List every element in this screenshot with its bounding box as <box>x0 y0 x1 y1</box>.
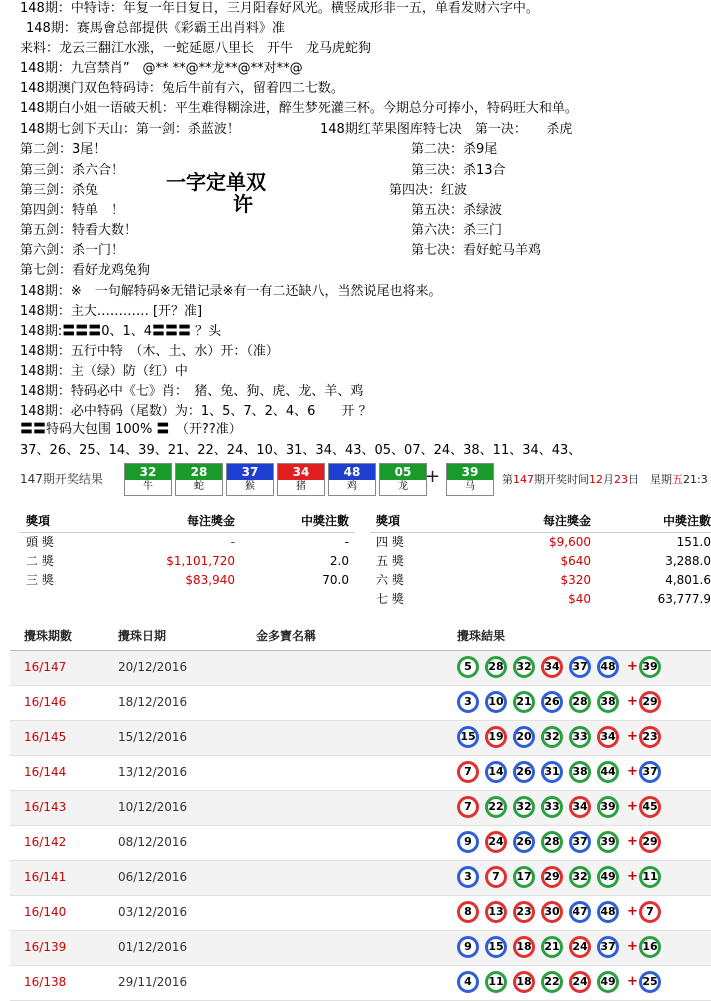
prize-row <box>20 571 355 590</box>
history-special-ball: 45 <box>639 796 661 818</box>
prize-count: 63,777.9 <box>657 592 711 606</box>
forecast-head: 148期:〓〓〓0、1、4〓〓〓 ？头 <box>20 324 222 339</box>
history-ball: 23 <box>513 901 535 923</box>
history-date: 15/12/2016 <box>118 730 188 744</box>
history-ball: 11 <box>485 971 507 993</box>
draw-time: 第147期开奖时间12月23日 星期五21:3 <box>502 473 708 486</box>
history-ball: 34 <box>569 796 591 818</box>
history-ball: 15 <box>485 936 507 958</box>
prize-amount: $1,101,720 <box>166 554 235 568</box>
result-ball <box>277 463 325 496</box>
result-ball-number: 05 <box>380 464 426 480</box>
prize-table-right: 獎項 每注獎金 中獎注數 四 獎 $9,600 151.0 五 獎 $640 3,288.0 六 獎 $320 4,801.6 七 獎 $40 63,777.9 <box>370 510 711 609</box>
history-ball: 8 <box>457 901 479 923</box>
history-ball: 14 <box>485 761 507 783</box>
history-period: 16/146 <box>24 695 67 709</box>
history-plus: + <box>627 729 638 744</box>
forecast-tail-digits: 148期：必中特码（尾数）为：1、5、7、2、4、6 开 ？ <box>20 404 372 419</box>
history-ball: 32 <box>513 656 535 678</box>
result-ball-zodiac: 鸡 <box>347 481 357 492</box>
prize-count: 70.0 <box>322 573 349 587</box>
sword-5: 第五剑：特看大数！ <box>20 223 138 238</box>
result-ball-zodiac: 龙 <box>398 481 408 492</box>
history-plus: + <box>627 694 638 709</box>
forecast-macau-poem: 148期澳门双色特码诗：兔后牛前有六，留着四二七数。 <box>20 81 344 96</box>
forecast-apple-title: 148期红苹果图库特七决 第一决： 杀虎 <box>320 122 573 137</box>
history-ball: 21 <box>513 691 535 713</box>
history-ball: 49 <box>597 866 619 888</box>
history-period: 16/140 <box>24 905 67 919</box>
history-ball: 37 <box>569 831 591 853</box>
prize-count: 4,801.6 <box>665 573 711 587</box>
prize-count: 151.0 <box>676 535 711 549</box>
result-ball-zodiac: 猴 <box>245 481 255 492</box>
history-special-ball: 39 <box>639 656 661 678</box>
prize-name: 四 獎 <box>376 535 404 549</box>
history-ball: 48 <box>597 656 619 678</box>
history-row <box>10 826 711 861</box>
history-ball: 48 <box>597 901 619 923</box>
sword-4: 第四剑：特单 ！ <box>20 203 125 218</box>
history-ball: 31 <box>541 761 563 783</box>
history-date: 01/12/2016 <box>118 940 188 954</box>
result-ball-zodiac: 马 <box>465 481 475 492</box>
prize-row <box>20 533 355 552</box>
history-ball: 18 <box>513 971 535 993</box>
result-ball-zodiac: 牛 <box>143 481 153 492</box>
history-special-ball: 37 <box>639 761 661 783</box>
history-ball: 9 <box>457 936 479 958</box>
history-plus: + <box>627 869 638 884</box>
history-row <box>10 791 711 826</box>
history-ball: 39 <box>597 831 619 853</box>
prize-row <box>370 552 711 571</box>
history-ball: 38 <box>569 761 591 783</box>
history-ball: 49 <box>597 971 619 993</box>
prize-name: 七 獎 <box>376 592 404 606</box>
history-ball: 24 <box>569 971 591 993</box>
history-ball: 39 <box>597 796 619 818</box>
prize-name: 六 獎 <box>376 573 404 587</box>
prize-amount: - <box>230 535 235 549</box>
history-row <box>10 651 711 686</box>
history-period: 16/145 <box>24 730 67 744</box>
history-special-ball: 29 <box>639 831 661 853</box>
history-plus: + <box>627 904 638 919</box>
jue-4: 第四决：红波 <box>389 183 468 198</box>
history-ball: 47 <box>569 901 591 923</box>
history-ball: 5 <box>457 656 479 678</box>
history-period: 16/138 <box>24 975 67 989</box>
history-plus: + <box>627 799 638 814</box>
forecast-poem: 148期：中特诗：年复一年日复日，三月阳春好风光。横竖成形非一五，单看发财六字中。 <box>20 1 539 16</box>
forecast-one-line: 148期：※ 一句解特码※无错记录※有一有二还缺八，当然说尾也将来。 <box>20 284 442 299</box>
last-draw-strip <box>0 460 711 496</box>
sword-7: 第七剑：看好龙鸡兔狗 <box>20 263 151 278</box>
history-ball: 10 <box>485 691 507 713</box>
result-ball-zodiac: 蛇 <box>194 481 204 492</box>
forecast-white-lady: 148期白小姐一语破天机：平生难得糊涂进，醉生梦死灌三杯。今期总分可捧小，特码旺大和单。 <box>20 101 578 116</box>
history-ball: 37 <box>597 936 619 958</box>
history-ball: 32 <box>541 726 563 748</box>
last-draw-label: 147期开奖结果 <box>20 472 103 486</box>
history-ball: 28 <box>541 831 563 853</box>
result-ball-number: 37 <box>227 464 273 480</box>
history-ball: 30 <box>541 901 563 923</box>
headline-odd-even: 一字定单双 <box>166 170 266 194</box>
prize-row <box>370 571 711 590</box>
prize-name: 頭 獎 <box>26 535 54 549</box>
history-plus: + <box>627 659 638 674</box>
prize-amount: $320 <box>560 573 591 587</box>
history-ball: 22 <box>485 796 507 818</box>
history-ball: 37 <box>569 656 591 678</box>
history-ball: 32 <box>569 866 591 888</box>
history-ball: 21 <box>541 936 563 958</box>
history-date: 10/12/2016 <box>118 800 188 814</box>
history-period: 16/144 <box>24 765 67 779</box>
history-ball: 24 <box>485 831 507 853</box>
history-plus: + <box>627 834 638 849</box>
history-special-ball: 7 <box>639 901 661 923</box>
history-special-ball: 29 <box>639 691 661 713</box>
history-date: 06/12/2016 <box>118 870 188 884</box>
prize-amount: $40 <box>568 592 591 606</box>
history-ball: 20 <box>513 726 535 748</box>
history-row <box>10 931 711 966</box>
history-ball: 9 <box>457 831 479 853</box>
prize-row <box>370 590 711 609</box>
prize-amount: $9,600 <box>549 535 591 549</box>
history-ball: 34 <box>541 656 563 678</box>
history-ball: 4 <box>457 971 479 993</box>
forecast-material: 来料：龙云三翻江水涨，一蛇延愿八里长 开牛 龙马虎蛇狗 <box>20 41 372 56</box>
prize-table-left: 獎項 每注獎金 中獎注數 頭 獎 - - 二 獎 $1,101,720 2.0 三 獎 $83,940 70.0 <box>20 510 355 590</box>
sword-3a: 第三剑：杀六合！ <box>20 163 125 178</box>
prize-name: 二 獎 <box>26 554 54 568</box>
history-date: 20/12/2016 <box>118 660 188 674</box>
result-ball <box>446 463 494 496</box>
history-ball: 28 <box>485 656 507 678</box>
forecast-seven-swords-title: 148期七剑下天山：第一剑：杀蓝波！ <box>20 122 240 137</box>
jue-5: 第五决：杀绿波 <box>411 203 503 218</box>
result-ball-number: 39 <box>447 464 493 480</box>
draw-history-table <box>10 622 711 1001</box>
headline-char: 许 <box>233 192 253 216</box>
sword-2: 第二剑：3尾！ <box>20 142 107 157</box>
history-header: 攪珠期數 攪珠日期 金多寶名稱 攪珠結果 <box>10 622 711 651</box>
forecast-wave: 148期：主（绿）防（红）中 <box>20 364 188 379</box>
forecast-five-elements: 148期：五行中特 （木、土、水）开：（准） <box>20 344 279 359</box>
result-ball <box>124 463 172 496</box>
history-plus: + <box>627 939 638 954</box>
history-special-ball: 23 <box>639 726 661 748</box>
prize-count: - <box>344 535 349 549</box>
history-ball: 28 <box>569 691 591 713</box>
forecast-coverage-title: 〓〓特码大包围 100% 〓 （开??准） <box>20 422 242 437</box>
history-ball: 26 <box>541 691 563 713</box>
result-ball-number: 28 <box>176 464 222 480</box>
history-ball: 44 <box>597 761 619 783</box>
history-plus: + <box>627 764 638 779</box>
history-ball: 3 <box>457 866 479 888</box>
history-row <box>10 756 711 791</box>
history-ball: 29 <box>541 866 563 888</box>
history-plus: + <box>627 974 638 989</box>
prize-amount: $83,940 <box>185 573 235 587</box>
result-ball-number: 32 <box>125 464 171 480</box>
history-row <box>10 721 711 756</box>
result-ball <box>175 463 223 496</box>
forecast-coverage-numbers: 37、26、25、14、39、21、22、24、10、31、34、43、05、07、24、38、11、34、43、 <box>20 443 582 458</box>
result-ball-zodiac: 猪 <box>296 481 306 492</box>
result-ball <box>379 463 427 496</box>
result-ball-number: 48 <box>329 464 375 480</box>
forecast-seven-zodiac: 148期：特码必中《七》肖： 猪、兔、狗、虎、龙、羊、鸡 <box>20 384 364 399</box>
history-ball: 17 <box>513 866 535 888</box>
result-ball <box>226 463 274 496</box>
history-ball: 24 <box>569 936 591 958</box>
history-ball: 26 <box>513 761 535 783</box>
result-ball <box>328 463 376 496</box>
history-period: 16/139 <box>24 940 67 954</box>
history-period: 16/141 <box>24 870 67 884</box>
history-ball: 3 <box>457 691 479 713</box>
jue-3: 第三决：杀13合 <box>411 163 506 178</box>
history-ball: 26 <box>513 831 535 853</box>
prize-count: 3,288.0 <box>665 554 711 568</box>
prize-name: 五 獎 <box>376 554 404 568</box>
history-ball: 33 <box>541 796 563 818</box>
history-special-ball: 25 <box>639 971 661 993</box>
history-period: 16/142 <box>24 835 67 849</box>
history-ball: 33 <box>569 726 591 748</box>
prize-row <box>370 533 711 552</box>
history-ball: 22 <box>541 971 563 993</box>
forecast-main-big: 148期：主大………… [开？准] <box>20 304 203 319</box>
prize-name: 三 獎 <box>26 573 54 587</box>
history-special-ball: 11 <box>639 866 661 888</box>
history-ball: 38 <box>597 691 619 713</box>
jue-6: 第六决：杀三门 <box>411 223 503 238</box>
history-ball: 7 <box>457 796 479 818</box>
history-ball: 13 <box>485 901 507 923</box>
jue-7: 第七决：看好蛇马羊鸡 <box>411 243 542 258</box>
special-plus: + <box>425 466 441 487</box>
history-ball: 32 <box>513 796 535 818</box>
sword-3b: 第三剑：杀兔 <box>20 183 99 198</box>
history-period: 16/143 <box>24 800 67 814</box>
result-ball-number: 34 <box>278 464 324 480</box>
history-special-ball: 16 <box>639 936 661 958</box>
forecast-source: 148期：赛馬會总部提供《彩霸王出肖料》准 <box>26 21 285 36</box>
forecast-forbidden: 148期：九宫禁肖” @** **@**龙**@**对**@ <box>20 61 303 76</box>
history-ball: 15 <box>457 726 479 748</box>
history-ball: 7 <box>485 866 507 888</box>
sword-6: 第六剑：杀一门！ <box>20 243 125 258</box>
history-date: 13/12/2016 <box>118 765 188 779</box>
prize-amount: $640 <box>560 554 591 568</box>
history-date: 03/12/2016 <box>118 905 188 919</box>
history-ball: 7 <box>457 761 479 783</box>
history-row <box>10 861 711 896</box>
history-date: 18/12/2016 <box>118 695 188 709</box>
history-date: 08/12/2016 <box>118 835 188 849</box>
history-ball: 18 <box>513 936 535 958</box>
history-ball: 19 <box>485 726 507 748</box>
history-period: 16/147 <box>24 660 67 674</box>
history-row <box>10 686 711 721</box>
history-row <box>10 966 711 1001</box>
history-ball: 34 <box>597 726 619 748</box>
history-row <box>10 896 711 931</box>
prize-count: 2.0 <box>329 554 349 568</box>
history-date: 29/11/2016 <box>118 975 188 989</box>
prize-row <box>20 552 355 571</box>
jue-2: 第二决：杀9尾 <box>411 142 498 157</box>
